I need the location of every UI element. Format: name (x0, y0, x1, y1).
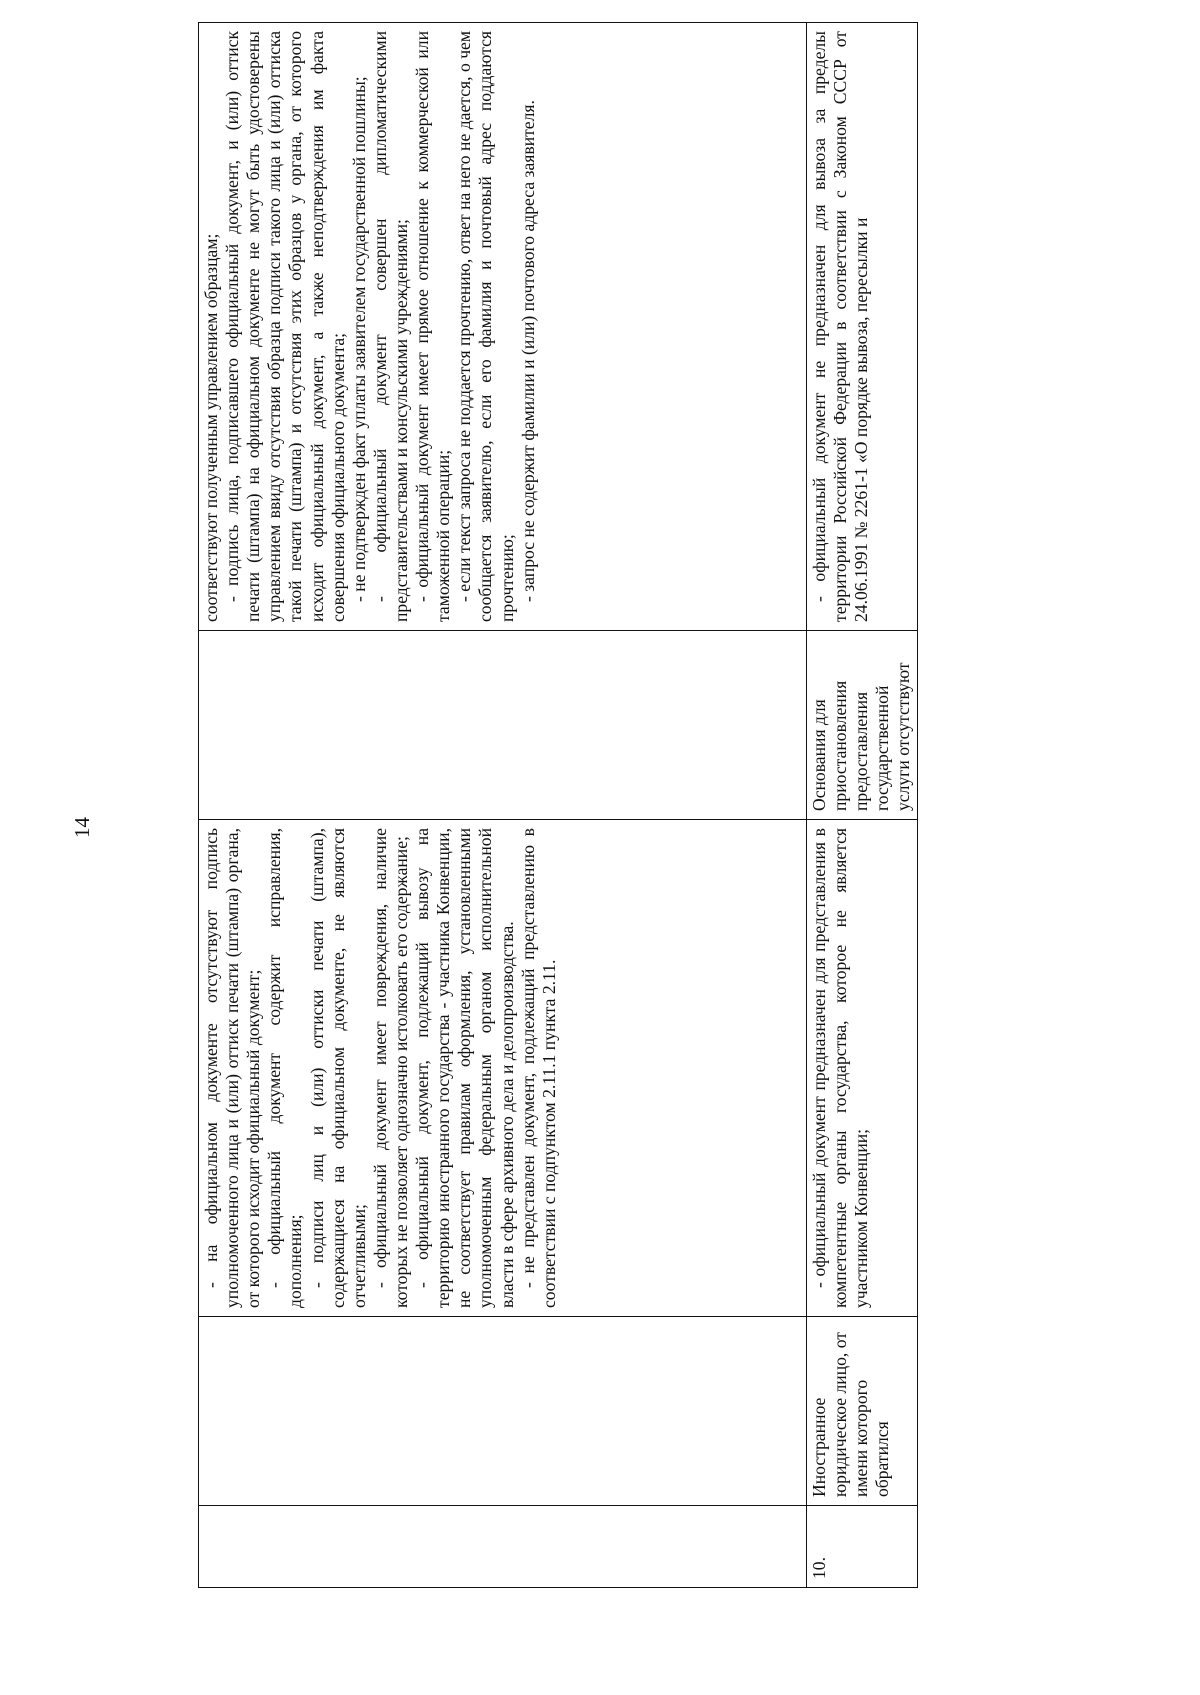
refusal-ground: - официальный документ, подлежащий вывозу на территорию иностранного государства - участника Конвенции, не соответствует правилам оформления, установленными уполномоченным федеральным органом исполнительной власти в сфере архивного дела и делопроизводства. (412, 828, 517, 1308)
table-row (807, 23, 918, 1588)
denial-ground: - запрос не содержит фамилии и (или) почтового адреса заявителя. (517, 100, 538, 602)
denial-ground: - официальный документ имеет прямое отношение к коммерческой или таможенной операции; (412, 31, 454, 622)
refusal-ground: - не представлен документ, подлежащий представлению в соответствии с подпунктом 2.11.1 пункта 2.11. (517, 828, 559, 1308)
row-number-cell: 10. (807, 1506, 918, 1588)
suspension-basis-cell: Основания для приостановления предоставления государственной услуги отсутствуют (807, 631, 918, 820)
refusal-ground: - подписи лиц и (или) оттиски печати (штампа), содержащиеся на официальном документе, не являются отчетливыми; (306, 828, 369, 1308)
rotated-table-wrapper (198, 31, 914, 1588)
refusal-ground: - официальный документ имеет повреждения, наличие которых не позволяет однозначно истолковать его содержание; (369, 828, 411, 1308)
row-number-cell (199, 1506, 807, 1588)
denial-ground: - не подтвержден факт уплаты заявителем государственной пошлины; (348, 76, 369, 602)
denial-ground: - подпись лица, подписавшего официальный документ, и (или) оттиск печати (штампа) на официальном документе не могут быть удостоверены управлением ввиду отсутствия образца подписи такого лица и (или) оттиска такой печати (штампа) и отсутствия этих образцов у органа, от которого исходит официальный документ, а также неподтверждения им факта совершения официального документа; (222, 31, 348, 622)
denial-ground: - если текст запроса не поддается прочтению, ответ на него не дается, о чем сообщается заявителю, если его фамилия и почтовый адрес поддаются прочтению; (454, 31, 517, 622)
subject-cell (199, 1317, 807, 1506)
denial-ground: - официальный документ не предназначен для вывоза за пределы территории Российской Федерации в соответствии с Законом СССР от 24.06.1991 № 2261-1 «О порядке вывоза, пересылки и (809, 31, 872, 622)
denial-grounds-cell (807, 23, 918, 631)
suspension-basis-cell (199, 631, 807, 820)
refusal-ground: - официальный документ содержит исправления, дополнения; (264, 828, 306, 1308)
refusal-ground: - на официальном документе отсутствуют подпись уполномоченного лица и (или) оттиск печати (штампа) органа, от которого исходит официальный документ; (201, 828, 264, 1308)
denial-grounds-cell (199, 23, 807, 631)
page-number: 14 (70, 817, 94, 838)
denial-ground: - официальный документ совершен дипломатическими представительствами и консульскими учреждениями; (369, 31, 411, 622)
table-row (199, 23, 807, 1588)
refusal-ground: - официальный документ предназначен для представления в компетентные органы государства, которое не является участником Конвенции; (809, 828, 872, 1308)
document-table (198, 22, 918, 1588)
refusal-grounds-cell (807, 820, 918, 1317)
subject-cell: Иностранное юридическое лицо, от имени которого обратился (807, 1317, 918, 1506)
denial-ground: соответствуют полученным управлением образцам; (201, 233, 221, 622)
refusal-grounds-cell (199, 820, 807, 1317)
